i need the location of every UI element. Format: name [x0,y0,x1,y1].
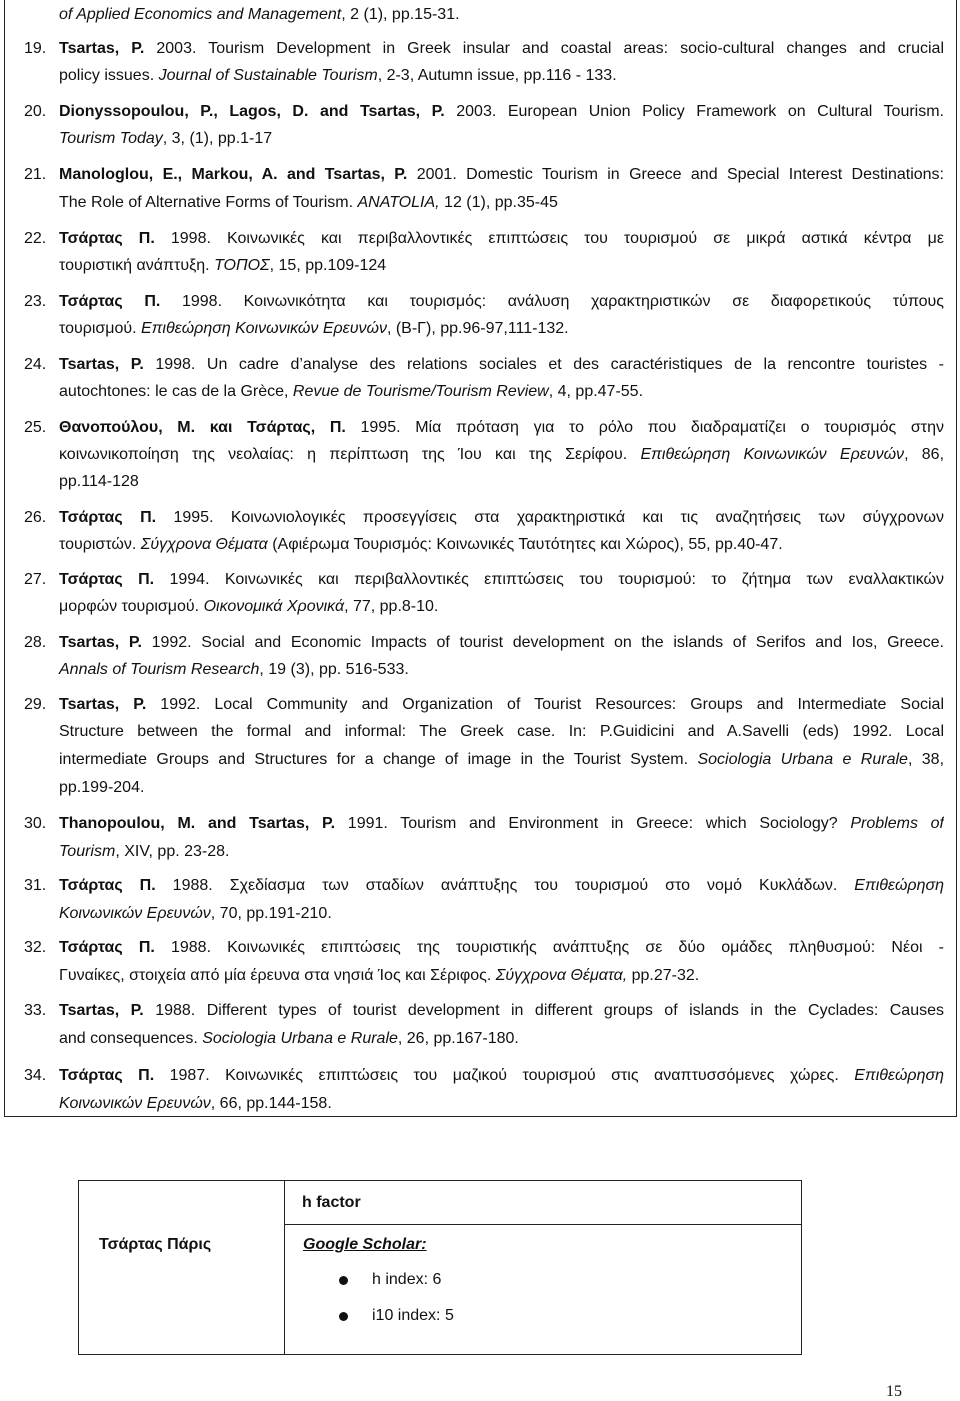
reference-source-title: Επιθεώρηση Κοινωνικών Ερευνών [640,446,905,463]
google-scholar-link[interactable]: Google Scholar: [303,1236,427,1253]
reference-line [59,66,617,88]
reference-source-title: ANATOLIA, [357,194,440,211]
reference-text: , 4, pp.47-55. [548,383,644,400]
reference-number: 20. [24,103,47,120]
reference-authors: Tsartas, P. [59,634,142,651]
reference-text: policy issues. [59,67,159,84]
reference-source-title: Problems of [850,815,944,832]
reference-text: 1992. Social and Economic Impacts of tourist development on the islands of Serifos and Ios, Greece. [141,634,944,651]
reference-authors: Manologlou, E., Markou, A. and Tsartas, P. [59,166,408,183]
reference-line [59,722,944,744]
reference-source-title: Σύγχρονα Θέματα [140,536,268,553]
reference-number: 24. [24,356,47,373]
reference-line [59,319,569,341]
reference-authors: Τσάρτας Π. [59,1067,155,1084]
reference-line [59,472,139,494]
reference-text: , 70, pp.191-210. [210,905,332,922]
reference-number: 26. [24,509,47,526]
reference-text: 2003. European Union Policy Framework on Cultural Tourism. [444,103,944,120]
reference-line [59,508,944,530]
bullet-icon [339,1276,348,1285]
reference-text: , (Β-Γ), pp.96-97,111-132. [386,320,569,337]
reference-text: 12 (1), pp.35-45 [439,194,558,211]
reference-text: τουρισμού. [59,320,142,337]
reference-authors: Dionyssopoulou, P., Lagos, D. and Tsartas, P. [59,103,445,120]
reference-source-title: Κοινωνικών Ερευνών [59,1095,211,1112]
reference-text: τουριστική ανάπτυξη. [59,257,215,274]
reference-line [59,535,783,557]
reference-authors: Τσάρτας Π. [59,230,155,247]
reference-source-title: Επιθεώρηση Κοινωνικών Ερευνών [141,320,387,337]
reference-line [59,750,944,772]
reference-line [59,597,438,619]
reference-line [59,1094,332,1116]
reference-text: autochtones: le cas de la Grèce, [59,383,293,400]
reference-text: pp.199-204. [59,779,145,796]
reference-line [59,1066,944,1088]
reference-line [59,778,144,800]
reference-line [59,660,409,682]
reference-line [59,355,944,377]
reference-text: Γυναίκες, στοιχεία από μία έρευνα στα νησιά Ίος και Σέριφος. [59,967,496,984]
reference-authors: Τσάρτας Π. [59,877,156,894]
reference-source-title: Οικονομικά Χρονικά [203,598,345,615]
reference-line [59,1001,944,1023]
reference-number: 29. [24,696,47,713]
reference-text: , 26, pp.167-180. [397,1030,519,1047]
reference-source-title: Επιθεώρηση [854,877,944,894]
reference-text: intermediate Groups and Structures for a change of image in the Tourist System. [59,751,698,768]
reference-line [59,633,944,655]
reference-authors: Tsartas, P. [59,696,147,713]
reference-number: 28. [24,634,47,651]
reference-text: pp.114-128 [59,473,139,490]
reference-line [59,938,944,960]
h-index-value: h index: 6 [372,1271,442,1288]
reference-source-title: Journal of Sustainable Tourism [158,67,378,84]
reference-source-title: of Applied Economics and Management [59,6,342,23]
reference-text: 1998. Un cadre d’analyse des relations sociales et des caractéristiques de la rencontre touristes - [143,356,944,373]
reference-line [59,229,944,251]
reference-line [59,102,944,124]
reference-text: , 19 (3), pp. 516-533. [259,661,409,678]
reference-source-title: ΤΟΠΟΣ [214,257,270,274]
reference-line [59,256,386,278]
reference-line [59,966,699,988]
reference-text: 1995. Κοινωνιολογικές προσεγγίσεις στα χαρακτηριστικά και τις αναζητήσεις των σύγχρονων [156,509,944,526]
reference-text: , 2 (1), pp.15-31. [341,6,460,23]
reference-text: , 86, [904,446,944,463]
reference-line [59,165,944,187]
reference-text: 1991. Tourism and Environment in Greece: which Sociology? [335,815,851,832]
reference-number: 33. [24,1002,47,1019]
reference-text: 1995. Μία πρόταση για το ρόλο που διαδραματίζει ο τουρισμός στην [345,419,944,436]
reference-source-title: Sociologia Urbana e Rurale [202,1030,398,1047]
reference-source-title: Επιθεώρηση [854,1067,944,1084]
reference-text: , 38, [907,751,944,768]
reference-text: 1998. Κοινωνικές και περιβαλλοντικές επιπτώσεις του τουρισμού σε μικρά αστικά κέντρα με [154,230,944,247]
reference-number: 31. [24,877,47,894]
reference-text: κοινωνικοποίηση της νεολαίας: η περίπτωση της Ίου και της Σερίφου. [59,446,641,463]
reference-line [59,445,944,467]
reference-source-title: Tourism [59,843,116,860]
h-factor-table [78,1180,802,1355]
reference-text: The Role of Alternative Forms of Tourism. [59,194,358,211]
reference-line [59,1029,519,1051]
reference-text: 1987. Κοινωνικές επιπτώσεις του μαζικού τουρισμού στις αναπτυσσόμενες χώρες. [154,1067,855,1084]
reference-text: 1988. Κοινωνικές επιπτώσεις της τουριστικής ανάπτυξης σε δύο ομάδες πληθυσμού: Νέοι - [154,939,944,956]
reference-line [59,570,944,592]
reference-text: 1988. Different types of tourist development in different groups of islands in the Cyclades: Causes [143,1002,944,1019]
reference-authors: Θανοπούλου, Μ. και Τσάρτας, Π. [59,419,346,436]
reference-authors: Τσάρτας Π. [59,293,161,310]
reference-line [59,904,332,926]
reference-number: 27. [24,571,47,588]
reference-text: , 77, pp.8-10. [344,598,439,615]
reference-source-title: Sociologia Urbana e Rurale [697,751,908,768]
reference-text: 1988. Σχεδίασμα των σταδίων ανάπτυξης του τουρισμού στο νομό Κυκλάδων. [155,877,855,894]
bullet-icon [339,1312,348,1321]
reference-number: 25. [24,419,47,436]
reference-source-title: Revue de Tourisme/Tourism Review [292,383,549,400]
reference-text: , 66, pp.144-158. [210,1095,332,1112]
reference-line [59,842,229,864]
i10-index-value: i10 index: 5 [372,1307,454,1324]
reference-number: 19. [24,40,47,57]
reference-number: 22. [24,230,47,247]
reference-line [59,292,944,314]
reference-text: 2001. Domestic Tourism in Greece and Special Interest Destinations: [407,166,944,183]
reference-authors: Thanopoulou, M. and Tsartas, P. [59,815,336,832]
reference-text: μορφών τουρισμού. [59,598,204,615]
reference-number: 30. [24,815,47,832]
author-name: Τσάρτας Πάρις [99,1236,212,1253]
reference-authors: Τσάρτας Π. [59,509,157,526]
reference-authors: Tsartas, P. [59,1002,144,1019]
reference-authors: Τσάρτας Π. [59,939,155,956]
reference-line [59,876,944,898]
reference-text: 1992. Local Community and Organization of Tourist Resources: Groups and Intermediate Social [146,696,944,713]
reference-line [59,418,944,440]
page-number: 15 [886,1383,902,1400]
reference-number: 21. [24,166,47,183]
reference-source-title: Tourism Today [59,130,163,147]
reference-authors: Tsartas, P. [59,40,145,57]
reference-number: 34. [24,1067,47,1084]
reference-text: 1994. Κοινωνικές και περιβαλλοντικές επιπτώσεις του τουρισμού: το ζήτημα των εναλλακτικών [154,571,944,588]
reference-number: 23. [24,293,47,310]
reference-text: Structure between the formal and informal: The Greek case. In: P.Guidicini and A.Savelli (eds) 1992. Local [59,723,944,740]
reference-text: (Αφιέρωμα Τουρισμός: Κοινωνικές Ταυτότητες και Χώρος), 55, pp.40-47. [267,536,783,553]
reference-text: , 15, pp.109-124 [269,257,387,274]
h-factor-header: h factor [302,1194,361,1211]
reference-authors: Τσάρτας Π. [59,571,155,588]
reference-text: pp.27-32. [627,967,700,984]
reference-source-title: Κοινωνικών Ερευνών [59,905,211,922]
reference-text: τουριστών. [59,536,141,553]
reference-number: 32. [24,939,47,956]
reference-text: , 2-3, Autumn issue, pp.116 - 133. [377,67,617,84]
reference-line [59,193,558,215]
reference-source-title: Σύγχρονα Θέματα, [495,967,628,984]
reference-text: 1998. Κοινωνικότητα και τουρισμός: ανάλυση χαρακτηριστικών σε διαφορετικούς τύπους [160,293,944,310]
reference-authors: Tsartas, P. [59,356,144,373]
reference-source-title: Annals of Tourism Research [59,661,260,678]
reference-line [59,39,944,61]
reference-text: , XIV, pp. 23-28. [115,843,230,860]
reference-line [59,814,944,836]
reference-text: , 3, (1), pp.1-17 [162,130,273,147]
reference-line [59,5,460,27]
reference-text: 2003. Tourism Development in Greek insular and coastal areas: socio-cultural changes and crucial [144,40,944,57]
reference-line [59,129,272,151]
reference-line [59,382,643,404]
reference-text: and consequences. [59,1030,203,1047]
reference-line [59,695,944,717]
